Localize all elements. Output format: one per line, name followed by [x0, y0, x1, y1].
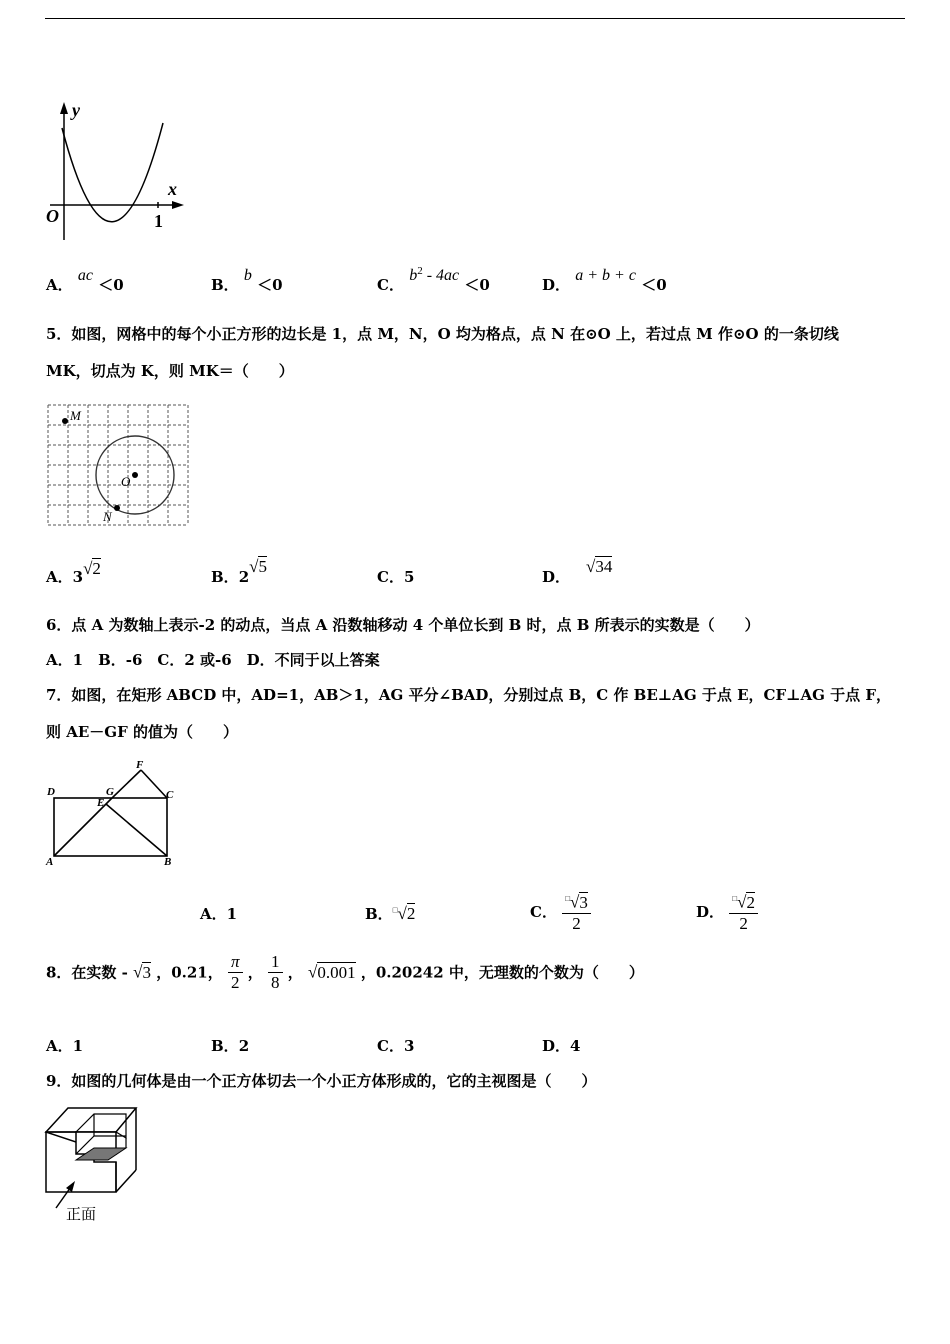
- header-rule: [45, 18, 905, 19]
- q7-label-d: D: [47, 786, 55, 798]
- q9-question-line: 9．如图的几何体是由一个正方体切去一个小正方体形成的，它的主视图是（ ）: [46, 1072, 597, 1090]
- q7-label-f: F: [136, 759, 144, 771]
- q5-n-label: N: [103, 509, 112, 524]
- q5-option-b[interactable]: B．2√5: [211, 557, 267, 586]
- q5-option-a[interactable]: A．3√2: [46, 559, 101, 586]
- q6-options-line[interactable]: A．1 B．-6 C．2 或-6 D．不同于以上答案: [46, 651, 380, 669]
- q4-parabola-graph: [40, 98, 190, 248]
- q4-origin-label: O: [46, 206, 59, 226]
- q8-option-b[interactable]: B．2: [211, 1037, 250, 1055]
- q5-m-label: M: [70, 408, 81, 423]
- q7-label-c: C: [166, 789, 174, 801]
- q4-option-b-expr: b: [243, 267, 252, 284]
- q7-option-d[interactable]: D． $\frac{^□√2}{2}$: [696, 889, 758, 934]
- q7-label-b: B: [164, 856, 172, 868]
- q4-option-d[interactable]: D． a + b + c ＜0: [542, 267, 667, 294]
- q4-option-a-expr: ac: [77, 267, 93, 284]
- q8-option-a[interactable]: A．1: [46, 1037, 84, 1055]
- q4-option-c[interactable]: C． $b^2 - 4ac <0$: [377, 265, 490, 294]
- q7-option-b[interactable]: B．□√2: [365, 904, 416, 923]
- q8-option-c[interactable]: C．3: [377, 1037, 415, 1055]
- q7-label-e: E: [97, 797, 105, 809]
- q4-y-axis-label: y: [72, 100, 80, 120]
- q4-x-axis-label: x: [168, 179, 177, 199]
- q7-question-line1: 7．如图，在矩形 ABCD 中，AD=1，AB＞1，AG 平分∠BAD，分别过点 B，C 作 BE⊥AG 于点 E，CF⊥AG 于点 F，: [46, 686, 892, 704]
- q4-option-b[interactable]: B． b ＜0: [211, 267, 283, 294]
- q5-o-label: O: [121, 474, 131, 489]
- q9-front-label: 正面: [66, 1205, 97, 1223]
- q7-label-g: G: [106, 786, 114, 798]
- q5-grid-circle-figure: [48, 405, 190, 528]
- q8-option-d[interactable]: D．4: [542, 1037, 581, 1055]
- q7-rectangle-figure: [42, 758, 182, 870]
- q5-option-d[interactable]: D．√34: [542, 557, 613, 586]
- q4-option-a[interactable]: A． ac ＜0: [46, 267, 124, 294]
- q6-question-line: 6．点 A 为数轴上表示-2 的动点，当点 A 沿数轴移动 4 个单位长到 B 时，点 B 所表示的实数是（ ）: [46, 616, 760, 634]
- q4-option-d-expr: a + b + c: [575, 267, 636, 284]
- q5-option-c[interactable]: C．5: [377, 568, 415, 586]
- q7-label-a: A: [46, 856, 54, 868]
- q7-question-line2: 则 AE－GF 的值为（ ）: [46, 723, 238, 741]
- q5-question-line2: MK，切点为 K，则 MK＝（ ）: [46, 362, 294, 380]
- q5-question-line1: 5．如图，网格中的每个小正方形的边长是 1，点 M，N，O 均为格点，点 N 在⊙O 上，若过点 M 作⊙O 的一条切线: [46, 325, 839, 343]
- q7-option-a[interactable]: A．1: [200, 905, 238, 923]
- q7-option-c[interactable]: C． $\frac{^□√3}{2}$: [530, 889, 591, 934]
- q8-question-line: 8．在实数 - √3 ，0.21， $\frac{\pi}{2}$ ， $\frac{1}{8}$ ， √0.001 ，0.20242 中，无理数的个数为（ ）: [46, 952, 644, 992]
- q4-tick-one-label: 1: [154, 211, 163, 231]
